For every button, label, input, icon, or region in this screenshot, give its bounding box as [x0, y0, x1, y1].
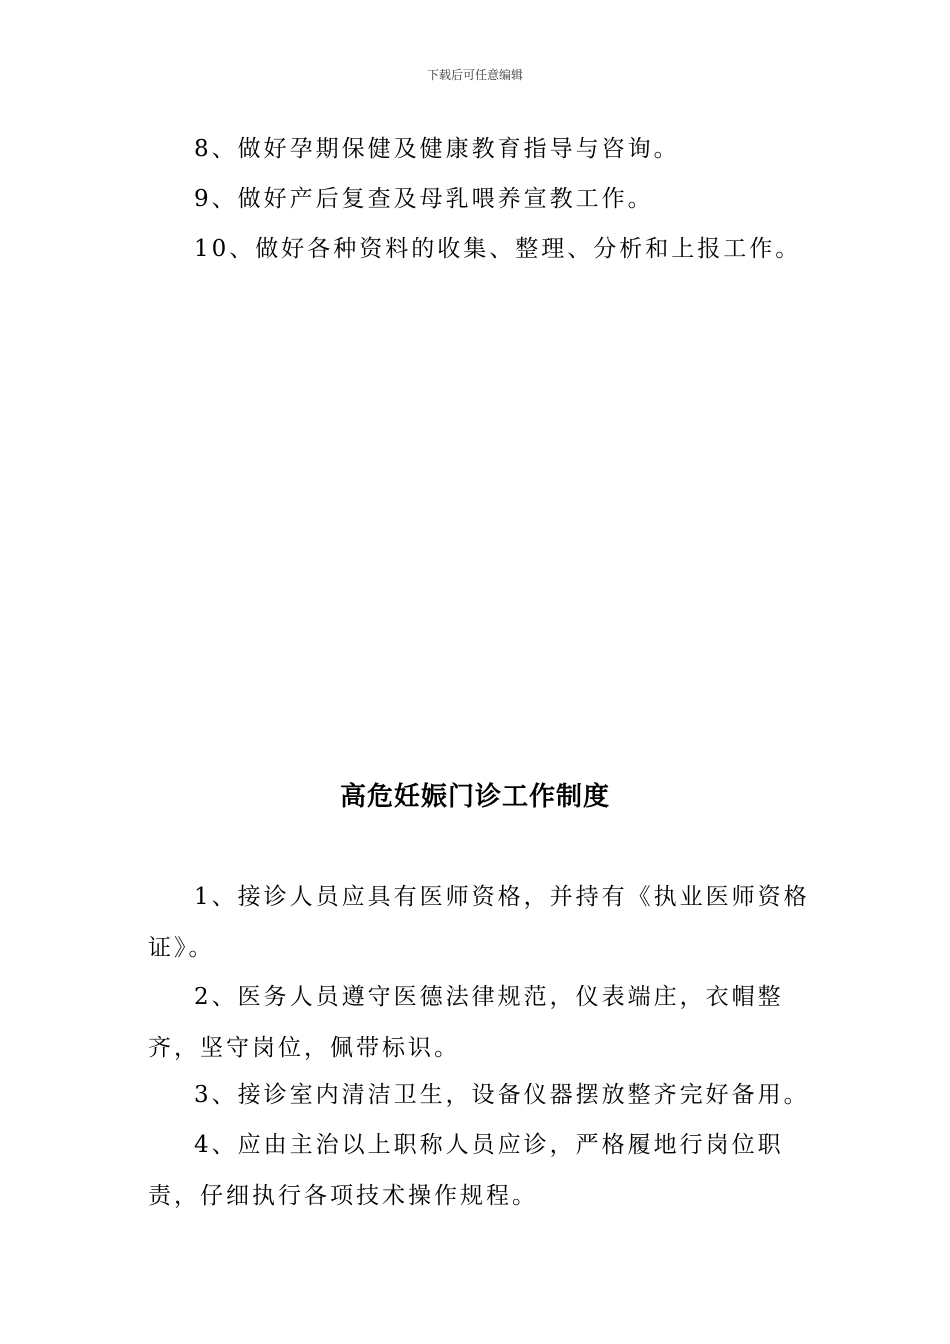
list-item-9: 9、做好产后复查及母乳喂养宣教工作。 [194, 186, 654, 212]
rule-item-2: 2、医务人员遵守医德法律规范，仪表端庄，衣帽整齐，坚守岗位，佩带标识。 [148, 984, 784, 1061]
page-header-note: 下载后可任意编辑 [426, 68, 523, 82]
rule-item-1: 1、接诊人员应具有医师资格，并持有《执业医师资格证》。 [148, 884, 810, 961]
rule-item-3: 3、接诊室内清洁卫生，设备仪器摆放整齐完好备用。 [194, 1082, 810, 1108]
list-item-10: 10、做好各种资料的收集、整理、分析和上报工作。 [194, 236, 802, 262]
rule-item-4: 4、应由主治以上职称人员应诊，严格履地行岗位职责，仔细执行各项技术操作规程。 [148, 1132, 784, 1209]
section-title: 高危妊娠门诊工作制度 [339, 782, 610, 812]
list-item-8: 8、做好孕期保健及健康教育指导与咨询。 [194, 136, 680, 162]
